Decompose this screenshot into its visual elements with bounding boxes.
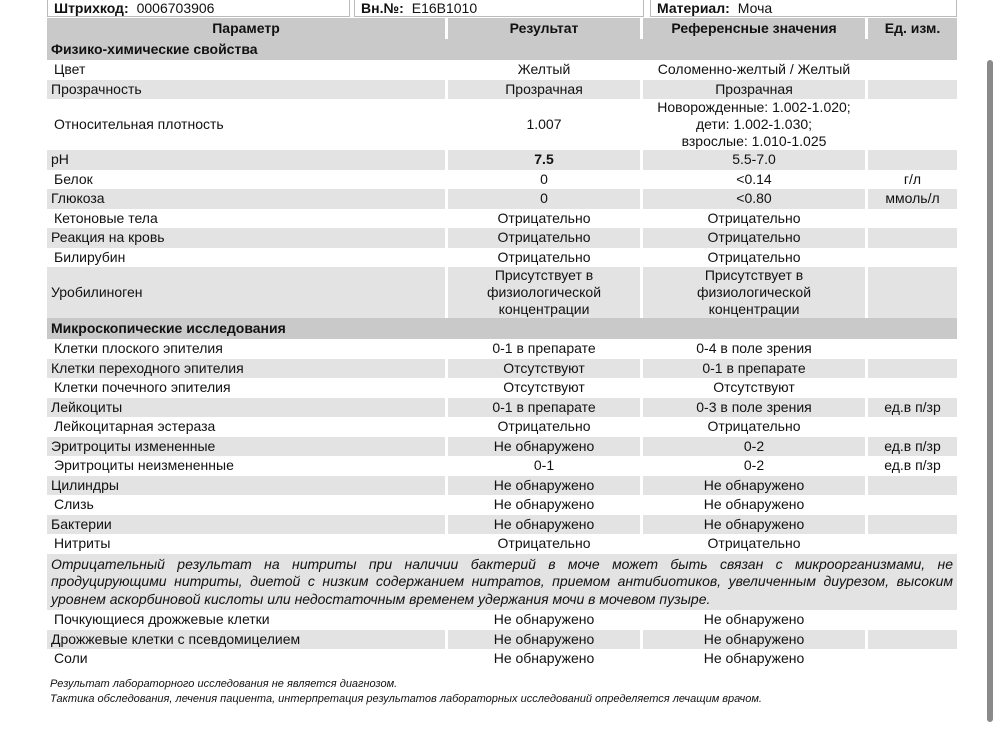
unit-cell — [865, 476, 957, 496]
reference-cell: Отсутствуют — [640, 378, 865, 398]
unit-cell — [865, 630, 957, 650]
param-cell: Реакция на кровь — [47, 228, 445, 248]
result-cell: Прозрачная — [445, 80, 640, 100]
column-header: Референсные значения — [640, 18, 865, 39]
table-row — [47, 150, 957, 170]
table-row — [47, 456, 957, 476]
unit-cell — [865, 515, 957, 535]
reference-cell: Отрицательно — [640, 209, 865, 229]
table-row — [47, 495, 957, 515]
table-row — [47, 170, 957, 190]
table-row — [47, 228, 957, 248]
unit-cell — [865, 359, 957, 379]
table-row — [47, 359, 957, 379]
result-cell: Отрицательно — [445, 228, 640, 248]
unit-cell — [865, 495, 957, 515]
param-cell: Уробилиноген — [47, 267, 445, 318]
reference-cell: Не обнаружено — [640, 495, 865, 515]
unit-cell — [865, 267, 957, 318]
param-cell: Бактерии — [47, 515, 445, 535]
column-header: Ед. изм. — [865, 18, 957, 39]
param-cell: Клетки переходного эпителия — [47, 359, 445, 379]
table-row — [47, 209, 957, 229]
unit-cell — [865, 649, 957, 669]
internal-no-field — [354, 0, 644, 17]
unit-cell — [865, 99, 957, 150]
param-cell: Билирубин — [47, 248, 445, 268]
param-cell: Лейкоциты — [47, 398, 445, 418]
param-cell: Кетоновые тела — [47, 209, 445, 229]
table-row — [47, 339, 957, 359]
unit-cell — [865, 60, 957, 80]
unit-cell — [865, 610, 957, 630]
reference-cell: Отрицательно — [640, 534, 865, 554]
unit-cell — [865, 417, 957, 437]
reference-cell: Не обнаружено — [640, 649, 865, 669]
result-cell: Не обнаружено — [445, 610, 640, 630]
material-label: Материал: — [657, 0, 730, 16]
param-cell: Дрожжевые клетки с псевдомицелием — [47, 630, 445, 650]
unit-cell — [865, 150, 957, 170]
section-title: Физико-химические свойства — [47, 39, 957, 60]
barcode-label: Штрихкод: — [54, 0, 129, 16]
param-cell: Эритроциты измененные — [47, 437, 445, 457]
unit-cell — [865, 378, 957, 398]
table-row — [47, 437, 957, 457]
table-row — [47, 248, 957, 268]
table-row — [47, 417, 957, 437]
section-header — [47, 39, 957, 60]
param-cell: Клетки почечного эпителия — [47, 378, 445, 398]
result-cell: 0 — [445, 170, 640, 190]
table-row — [47, 476, 957, 496]
unit-cell — [865, 209, 957, 229]
footer-line: Результат лабораторного исследования не является диагнозом. — [50, 678, 398, 690]
result-cell: Не обнаружено — [445, 515, 640, 535]
param-cell: Слизь — [47, 495, 445, 515]
table-row — [47, 60, 957, 80]
section-title: Микроскопические исследования — [47, 318, 957, 339]
reference-cell: 5.5-7.0 — [640, 150, 865, 170]
result-cell: Не обнаружено — [445, 649, 640, 669]
reference-cell: Новорожденные: 1.002-1.020; дети: 1.002-1.030; взрослые: 1.010-1.025 — [640, 99, 865, 150]
param-cell: Лейкоцитарная эстераза — [47, 417, 445, 437]
scrollbar[interactable] — [987, 60, 993, 722]
result-cell: Отрицательно — [445, 417, 640, 437]
table-row — [47, 378, 957, 398]
reference-cell: 0-3 в поле зрения — [640, 398, 865, 418]
param-cell: Относительная плотность — [47, 99, 445, 150]
note-row — [47, 554, 957, 611]
param-cell: Цвет — [47, 60, 445, 80]
reference-cell: 0-4 в поле зрения — [640, 339, 865, 359]
table-row — [47, 630, 957, 650]
reference-cell: 0-2 — [640, 437, 865, 457]
unit-cell — [865, 228, 957, 248]
table-row — [47, 649, 957, 669]
result-cell: 0-1 — [445, 456, 640, 476]
table-row — [47, 515, 957, 535]
reference-cell: 0-2 — [640, 456, 865, 476]
reference-cell: Отрицательно — [640, 417, 865, 437]
param-cell: Почкующиеся дрожжевые клетки — [47, 610, 445, 630]
material-value: Моча — [737, 0, 773, 16]
column-header: Параметр — [47, 18, 445, 39]
table-row — [47, 610, 957, 630]
unit-cell: ед.в п/зр — [865, 398, 957, 418]
result-cell: Отрицательно — [445, 534, 640, 554]
result-cell: 0 — [445, 189, 640, 209]
result-cell: 1.007 — [445, 99, 640, 150]
param-cell: pH — [47, 150, 445, 170]
result-cell: Не обнаружено — [445, 630, 640, 650]
reference-cell: Не обнаружено — [640, 630, 865, 650]
unit-cell: ед.в п/зр — [865, 456, 957, 476]
result-cell: Присутствует в физиологической концентрации — [445, 267, 640, 318]
internal-no-label: Вн.№: — [361, 0, 404, 16]
reference-cell: Не обнаружено — [640, 515, 865, 535]
unit-cell: ед.в п/зр — [865, 437, 957, 457]
reference-cell: <0.80 — [640, 189, 865, 209]
result-cell: 7.5 — [445, 150, 640, 170]
table-header — [47, 18, 957, 39]
param-cell: Белок — [47, 170, 445, 190]
param-cell: Соли — [47, 649, 445, 669]
result-cell: 0-1 в препарате — [445, 398, 640, 418]
section-header — [47, 318, 957, 339]
unit-cell: ммоль/л — [865, 189, 957, 209]
param-cell: Цилиндры — [47, 476, 445, 496]
footer-disclaimer — [50, 677, 762, 707]
result-cell: Отрицательно — [445, 209, 640, 229]
unit-cell — [865, 534, 957, 554]
result-cell: 0-1 в препарате — [445, 339, 640, 359]
param-cell: Глюкоза — [47, 189, 445, 209]
param-cell: Эритроциты неизмененные — [47, 456, 445, 476]
barcode-value: 0006703906 — [136, 0, 215, 16]
result-cell: Не обнаружено — [445, 437, 640, 457]
table-row — [47, 398, 957, 418]
unit-cell: г/л — [865, 170, 957, 190]
reference-cell: Не обнаружено — [640, 476, 865, 496]
table-row — [47, 267, 957, 318]
param-cell: Нитриты — [47, 534, 445, 554]
reference-cell: 0-1 в препарате — [640, 359, 865, 379]
table-row — [47, 534, 957, 554]
result-cell: Не обнаружено — [445, 476, 640, 496]
material-field — [650, 0, 957, 17]
unit-cell — [865, 248, 957, 268]
nitrite-note: Отрицательный результат на нитриты при наличии бактерий в моче может быть связан с микроорганизмами, не продуцирующими нитриты, диетой с низким содержанием нитратов, приемом антибиотиков, увеличенным диурезом, высоким уровнем аскорбиновой кислоты или недостаточным временем удержания мочи в мочевом пузыре. — [47, 554, 957, 611]
reference-cell: Прозрачная — [640, 80, 865, 100]
param-cell: Клетки плоского эпителия — [47, 339, 445, 359]
result-cell: Отрицательно — [445, 248, 640, 268]
result-cell: Не обнаружено — [445, 495, 640, 515]
result-cell: Желтый — [445, 60, 640, 80]
internal-no-value: E16B1010 — [411, 0, 478, 16]
reference-cell: Не обнаружено — [640, 610, 865, 630]
reference-cell: Отрицательно — [640, 248, 865, 268]
barcode-field — [47, 0, 350, 17]
table-row — [47, 189, 957, 209]
result-cell: Отсутствуют — [445, 359, 640, 379]
column-header: Результат — [445, 18, 640, 39]
results-table — [47, 18, 957, 669]
reference-cell: Присутствует в физиологической концентрации — [640, 267, 865, 318]
table-row — [47, 99, 957, 150]
reference-cell: Отрицательно — [640, 228, 865, 248]
unit-cell — [865, 339, 957, 359]
reference-cell: <0.14 — [640, 170, 865, 190]
table-row — [47, 80, 957, 100]
param-cell: Прозрачность — [47, 80, 445, 100]
footer-line: Тактика обследования, лечения пациента, интерпретация результатов лабораторных исследований определяется лечащим врачом. — [50, 693, 762, 705]
unit-cell — [865, 80, 957, 100]
result-cell: Отсутствуют — [445, 378, 640, 398]
reference-cell: Соломенно-желтый / Желтый — [640, 60, 865, 80]
